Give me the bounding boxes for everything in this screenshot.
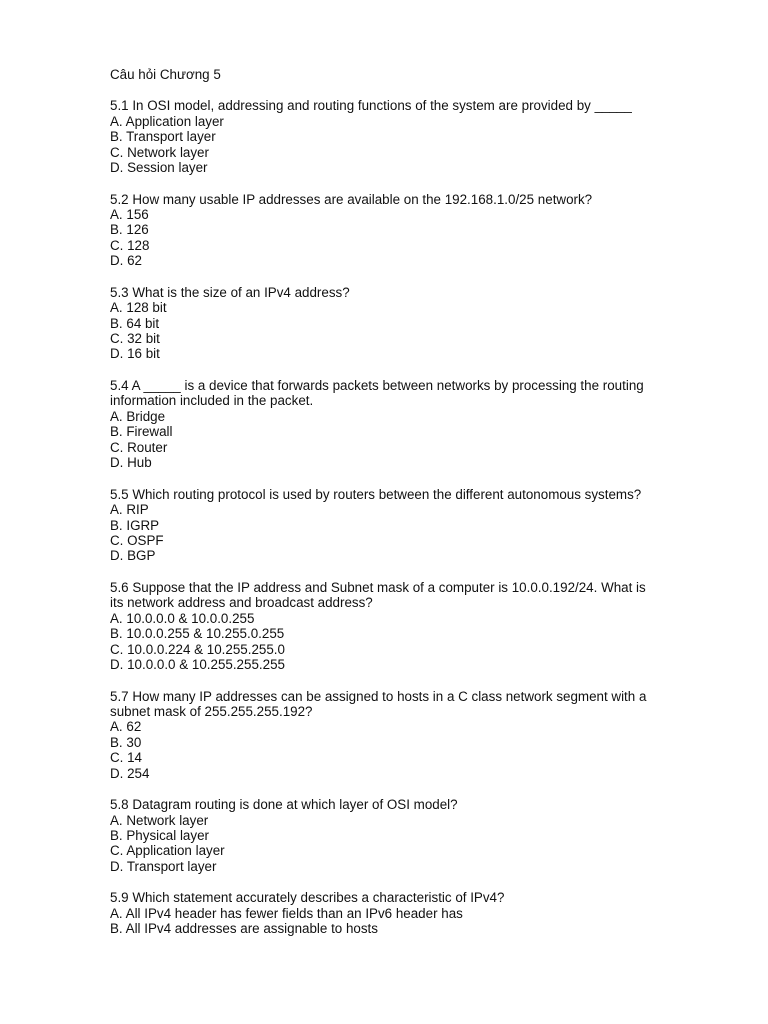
question-text-line-2: information included in the packet. [110,393,314,409]
question-text-line-1: 5.7 How many IP addresses can be assigned to hosts in a C class network segment with a [110,688,647,704]
option-c: C. Application layer [110,843,225,859]
question-5-9 [110,890,710,936]
option-c: C. Network layer [110,144,209,160]
option-d: D. BGP [110,548,156,564]
option-d: D. 10.0.0.0 & 10.255.255.255 [110,656,285,672]
option-a: A. Bridge [110,408,166,424]
option-d: D. 16 bit [110,346,160,362]
question-text-line-1: 5.4 A _____ is a device that forwards packets between networks by processing the routing [110,378,644,394]
question-5-5 [110,487,710,564]
option-c: C. OSPF [110,532,164,548]
option-b: B. IGRP [110,517,160,533]
question-5-7 [110,689,710,781]
option-a: A. All IPv4 header has fewer fields than an IPv6 header has [110,905,463,921]
question-text-line-2: its network address and broadcast address? [110,595,373,611]
question-5-4 [110,378,710,470]
question-text: 5.3 What is the size of an IPv4 address? [110,284,350,300]
option-a: A. 10.0.0.0 & 10.0.0.255 [110,610,255,626]
option-d: D. 254 [110,765,150,781]
question-5-3 [110,285,710,362]
option-b: B. Transport layer [110,129,216,145]
question-text: 5.1 In OSI model, addressing and routing functions of the system are provided by _____ [110,98,632,114]
question-text-line-1: 5.6 Suppose that the IP address and Subnet mask of a computer is 10.0.0.192/24. What is [110,579,646,595]
option-a: A. 156 [110,207,149,223]
document-title: Câu hỏi Chương 5 [110,67,221,82]
question-5-8 [110,797,710,874]
option-b: B. Firewall [110,424,173,440]
option-a: A. Application layer [110,113,224,129]
option-c: C. 14 [110,750,143,766]
option-b: B. All IPv4 addresses are assignable to hosts [110,921,378,937]
question-text: 5.8 Datagram routing is done at which layer of OSI model? [110,797,458,813]
document-page [110,67,710,953]
question-5-2 [110,192,710,269]
option-a: A. 62 [110,719,142,735]
question-text: 5.2 How many usable IP addresses are available on the 192.168.1.0/25 network? [110,191,593,207]
question-text: 5.9 Which statement accurately describes a characteristic of IPv4? [110,890,505,906]
option-d: D. Hub [110,455,152,471]
option-b: B. 30 [110,734,142,750]
option-c: C. 128 [110,237,150,253]
question-5-1 [110,98,710,175]
option-c: C. 32 bit [110,331,160,347]
question-text: 5.5 Which routing protocol is used by routers between the different autonomous systems? [110,486,642,502]
question-5-6 [110,580,710,672]
option-b: B. 64 bit [110,315,160,331]
option-a: A. RIP [110,502,149,518]
option-b: B. Physical layer [110,827,209,843]
option-d: D. Session layer [110,160,208,176]
option-d: D. 62 [110,253,143,269]
option-c: C. 10.0.0.224 & 10.255.255.0 [110,641,285,657]
option-d: D. Transport layer [110,858,217,874]
option-b: B. 126 [110,222,149,238]
option-b: B. 10.0.0.255 & 10.255.0.255 [110,626,285,642]
option-c: C. Router [110,439,168,455]
option-a: A. Network layer [110,812,209,828]
question-text-line-2: subnet mask of 255.255.255.192? [110,703,313,719]
option-a: A. 128 bit [110,300,167,316]
